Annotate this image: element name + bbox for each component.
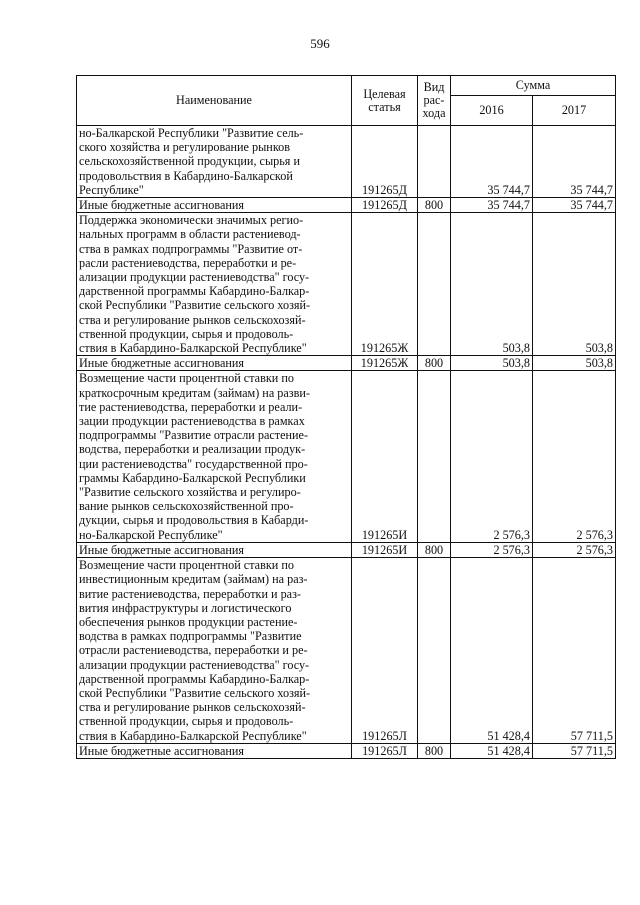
row-name-line: тие растениеводства, переработки и реали- (79, 399, 303, 414)
table-row (77, 213, 616, 356)
table-row (77, 356, 616, 371)
row-name-line: расли растениеводства, переработки и ре- (79, 255, 297, 270)
row-name (77, 198, 352, 213)
row-name-line: ственной продукции, сырья и продоволь- (79, 326, 294, 341)
row-sum-2016: 2 576,3 (451, 371, 533, 542)
row-name-line: краткосрочным кредитам (займам) на разви- (79, 385, 310, 400)
header-type: Вид рас-хода (418, 76, 451, 126)
row-name-line: ции растениеводства" государственной про- (79, 456, 308, 471)
row-sum-2017: 503,8 (533, 213, 616, 356)
table-row (77, 371, 616, 542)
row-name-line: Иные бюджетные ассигнования (79, 542, 245, 557)
row-name-line: Возмещение части процентной ставки по (79, 371, 294, 386)
row-name-line: но-Балкарской Республике" (79, 527, 223, 542)
row-name-line: ственной продукции, сырья и продоволь- (79, 714, 294, 729)
header-sum: Сумма (451, 76, 616, 96)
row-type (418, 213, 451, 356)
row-name-line: Иные бюджетные ассигнования (79, 198, 245, 213)
row-type (418, 558, 451, 744)
row-name-line: витие растениеводства, переработки и раз- (79, 586, 301, 601)
row-name-line: дарственной программы Кабардино-Балкар- (79, 671, 310, 686)
row-type: 800 (418, 356, 451, 371)
row-name-line: ствия в Кабардино-Балкарской Республике" (79, 728, 307, 743)
row-code: 191265Л (352, 743, 418, 758)
row-name-line: ализации продукции растениеводства" госу- (79, 270, 310, 285)
header-name: Наименование (77, 76, 352, 126)
row-name-line: обеспечения рынков продукции растение- (79, 614, 298, 629)
row-sum-2017: 57 711,5 (533, 558, 616, 744)
row-sum-2017: 2 576,3 (533, 371, 616, 542)
header-year-2016: 2016 (451, 96, 533, 126)
page-number: 596 (310, 36, 330, 51)
header-code: Целевая статья (352, 76, 418, 126)
row-name-line: вание рынков сельскохозяйственной про- (79, 499, 294, 514)
row-name-line: дарственной программы Кабардино-Балкар- (79, 284, 310, 299)
row-name-line: ской Республики "Развитие сельского хозяй- (79, 298, 311, 313)
row-name-line: отрасли растениеводства, переработки и ре- (79, 643, 308, 658)
row-name-line: ствия в Кабардино-Балкарской Республике" (79, 341, 307, 356)
row-code: 191265И (352, 371, 418, 542)
row-name (77, 371, 352, 542)
row-type: 800 (418, 198, 451, 213)
table-row (77, 542, 616, 557)
row-name (77, 126, 352, 198)
row-name (77, 356, 352, 371)
row-type (418, 126, 451, 198)
row-sum-2016: 51 428,4 (451, 743, 533, 758)
row-sum-2016: 503,8 (451, 213, 533, 356)
budget-table (76, 75, 616, 759)
row-type (418, 371, 451, 542)
row-name-line: водства в рамках подпрограммы "Развитие (79, 629, 302, 644)
row-name-line: Республике" (79, 182, 144, 197)
row-name-line: продовольствия в Кабардино-Балкарской (79, 168, 293, 183)
row-name-line: дукции, сырья и продовольствия в Кабарди- (79, 513, 309, 528)
row-code: 191265И (352, 542, 418, 557)
row-name-line: ства в рамках подпрограммы "Развитие от- (79, 241, 303, 256)
table-row (77, 558, 616, 744)
row-name-line: Иные бюджетные ассигнования (79, 356, 245, 371)
row-sum-2017: 503,8 (533, 356, 616, 371)
row-name-line: ства и регулирование рынков сельскохозяй- (79, 312, 306, 327)
row-name-line: ства и регулирование рынков сельскохозяй- (79, 700, 306, 715)
row-name-line: граммы Кабардино-Балкарской Республики (79, 470, 306, 485)
table-row (77, 126, 616, 198)
row-code: 191265Л (352, 558, 418, 744)
row-name-line: вития инфраструктуры и логистического (79, 600, 292, 615)
row-code: 191265Ж (352, 213, 418, 356)
row-code: 191265Д (352, 126, 418, 198)
row-name-line: инвестиционным кредитам (займам) на раз- (79, 572, 308, 587)
row-name-line: сельскохозяйственной продукции, сырья и (79, 154, 300, 169)
row-sum-2016: 35 744,7 (451, 126, 533, 198)
row-sum-2016: 503,8 (451, 356, 533, 371)
row-name-line: Иные бюджетные ассигнования (79, 743, 245, 758)
row-name-line: ской Республики "Развитие сельского хозяй- (79, 685, 311, 700)
row-name (77, 743, 352, 758)
row-name-line: Возмещение части процентной ставки по (79, 558, 294, 573)
table-row (77, 743, 616, 758)
row-name-line: подпрограммы "Развитие отрасли растение- (79, 428, 309, 443)
row-name (77, 542, 352, 557)
row-sum-2017: 35 744,7 (533, 198, 616, 213)
row-type: 800 (418, 542, 451, 557)
row-code: 191265Д (352, 198, 418, 213)
table-row (77, 198, 616, 213)
row-sum-2017: 35 744,7 (533, 126, 616, 198)
row-name-line: ализации продукции растениеводства" госу- (79, 657, 310, 672)
row-sum-2016: 35 744,7 (451, 198, 533, 213)
row-name-line: зации продукции растениеводства в рамках (79, 414, 305, 429)
row-name-line: но-Балкарской Республики "Развитие сель- (79, 126, 304, 140)
row-type: 800 (418, 743, 451, 758)
row-code: 191265Ж (352, 356, 418, 371)
row-sum-2017: 57 711,5 (533, 743, 616, 758)
row-name-line: водства, переработки и реализации продук- (79, 442, 306, 457)
row-name (77, 213, 352, 356)
header-year-2017: 2017 (533, 96, 616, 126)
row-name-line: нальных программ в области растениевод- (79, 227, 301, 242)
row-sum-2016: 2 576,3 (451, 542, 533, 557)
row-sum-2017: 2 576,3 (533, 542, 616, 557)
row-name-line: Поддержка экономически значимых регио- (79, 213, 304, 228)
row-name (77, 558, 352, 744)
row-name-line: ского хозяйства и регулирование рынков (79, 140, 290, 155)
row-sum-2016: 51 428,4 (451, 558, 533, 744)
row-name-line: "Развитие сельского хозяйства и регулиро- (79, 485, 301, 500)
table-body (77, 126, 616, 759)
